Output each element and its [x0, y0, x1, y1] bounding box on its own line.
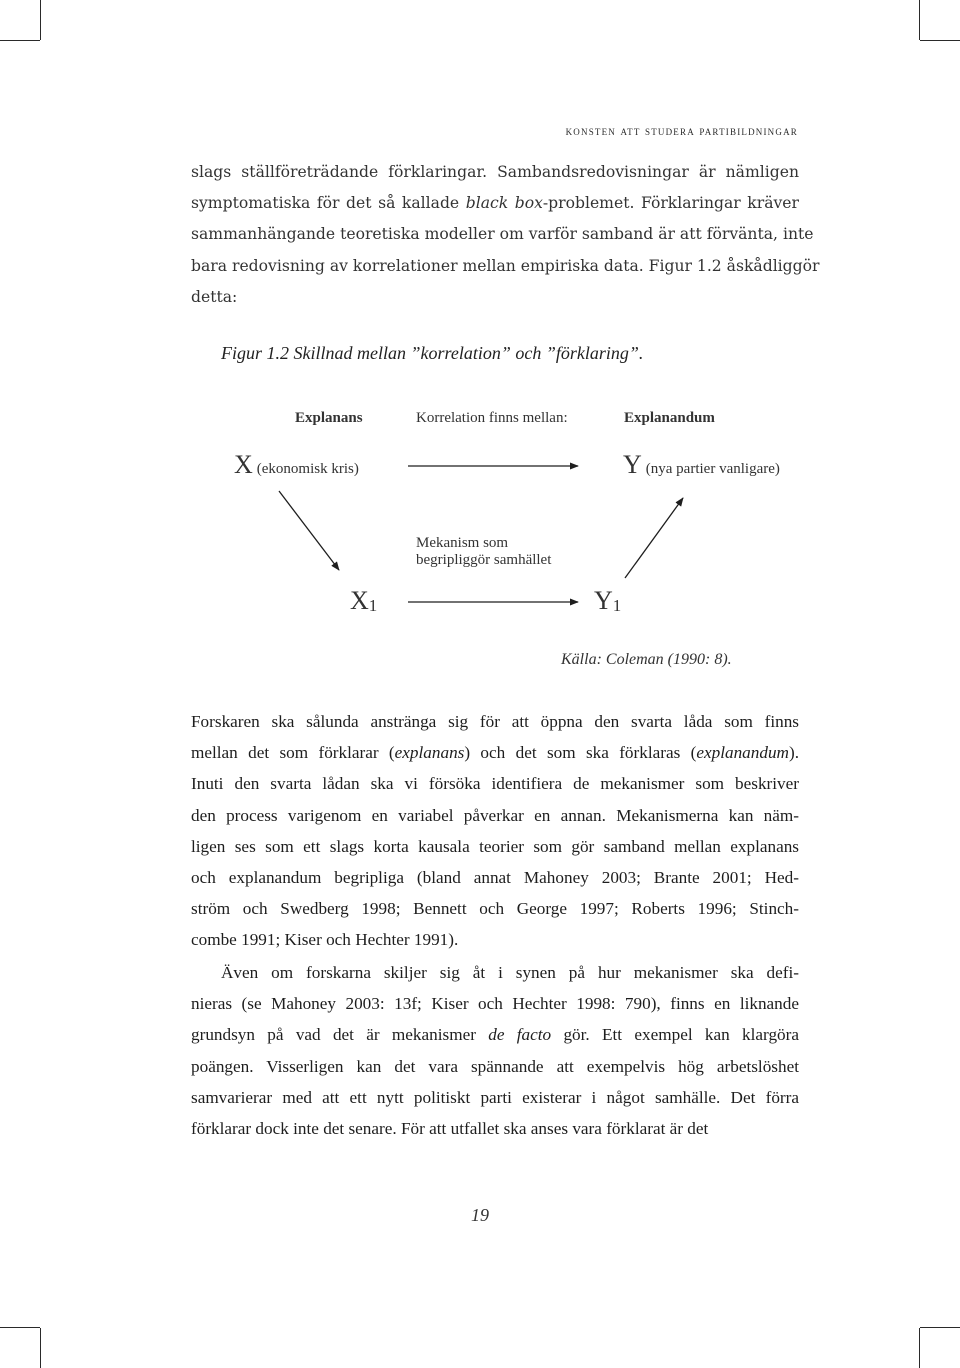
mechanism-label: [416, 535, 551, 569]
arrow-y1-to-y: [625, 498, 683, 578]
crop-mark: [920, 40, 960, 41]
text-run: förklarar dock inte det senare. För att utfallet ska anses vara förklarat är det: [191, 1119, 709, 1139]
text-line: [191, 282, 799, 313]
italic-text: explanans: [394, 743, 465, 763]
crop-mark: [920, 1327, 960, 1328]
node-x1-sub: 1: [368, 596, 378, 615]
text-line: [191, 862, 799, 893]
header-explanandum: Explanandum: [624, 410, 715, 426]
crop-mark: [0, 40, 40, 41]
crop-mark: [919, 0, 920, 40]
italic-text: black box: [465, 194, 543, 213]
italic-text: de facto: [488, 1025, 552, 1045]
running-head: konsten att studera partibildningar: [565, 123, 798, 138]
text-line: [191, 924, 799, 955]
text-run: grundsyn på vad det är mekanismer: [191, 1025, 489, 1045]
mechanism-line-1: Mekanism som: [416, 535, 509, 551]
text-line: [191, 1051, 799, 1082]
text-run: Inuti den svarta lådan ska vi försöka identifiera de mekanismer som beskriver: [191, 774, 799, 794]
text-run: gör. Ett exempel kan klargöra: [551, 1025, 799, 1045]
text-run: ).: [788, 743, 799, 763]
text-line: [191, 1019, 799, 1050]
node-x1-letter: X: [350, 586, 369, 615]
text-run: symptomatiska för det så kallade: [191, 194, 466, 213]
text-run: samvarierar med att ett nytt politiskt parti existerar i något samhälle. Det förra: [191, 1087, 799, 1107]
italic-text: explanandum: [696, 743, 789, 763]
text-line: [191, 768, 799, 799]
crop-mark: [919, 1328, 920, 1368]
text-line: [191, 251, 820, 282]
text-line: [191, 893, 799, 924]
text-run: bara redovisning av korrelationer mellan empiriska data. Figur 1.2 åskådliggör: [191, 256, 820, 275]
paragraph-1: [191, 157, 820, 313]
arrow-x-to-x1: [279, 491, 339, 570]
node-x: [234, 450, 359, 480]
text-line: [191, 188, 799, 219]
text-run: -problemet. Förklaringar kräver: [542, 194, 799, 213]
node-y1-letter: Y: [594, 586, 613, 615]
text-line: [191, 800, 799, 831]
text-run: poängen. Visserligen kan det vara spännande att exempelvis hög arbetslöshet: [191, 1056, 799, 1076]
figure-source: Källa: Coleman (1990: 8).: [561, 651, 732, 668]
node-y1-sub: 1: [612, 596, 622, 615]
node-y-letter: Y: [623, 450, 642, 479]
header-correlation: Korrelation finns mellan:: [416, 410, 568, 426]
text-line: [191, 737, 799, 768]
text-line: [191, 1082, 799, 1113]
text-run: detta:: [191, 287, 238, 306]
text-run: combe 1991; Kiser och Hechter 1991).: [191, 930, 459, 950]
page-number: 19: [471, 1205, 489, 1225]
crop-mark: [0, 1327, 40, 1328]
text-line: [191, 988, 799, 1019]
paragraph-2: [191, 706, 799, 956]
node-y1: [594, 586, 621, 616]
text-run: mellan det som förklarar (: [191, 743, 395, 763]
text-run: Även om forskarna skiljer sig åt i synen på hur mekanismer ska defi-: [221, 963, 799, 982]
text-line: [191, 157, 799, 188]
text-run: Forskaren ska sålunda anstränga sig för att öppna den svarta låda som finns: [191, 712, 799, 731]
node-x-letter: X: [234, 450, 253, 479]
text-line: [191, 957, 799, 988]
mechanism-line-2: begripliggör samhället: [416, 552, 552, 568]
figure-caption: Figur 1.2 Skillnad mellan ”korrelation” och ”förklaring”.: [221, 343, 644, 363]
text-line: [191, 706, 799, 737]
text-line: [191, 219, 814, 250]
node-x1: [350, 586, 377, 616]
text-run: nieras (se Mahoney 2003: 13f; Kiser och Hechter 1998: 790), finns en liknande: [191, 994, 799, 1014]
text-run: den process varigenom en variabel påverkar en annan. Mekanismerna kan näm-: [191, 805, 799, 825]
text-run: slags ställföreträdande förklaringar. Sambandsredovisningar är nämligen: [191, 163, 799, 181]
text-run: sammanhängande teoretiska modeller om varför samband är att förvänta, inte: [191, 225, 814, 244]
crop-mark: [40, 1328, 41, 1368]
text-line: [191, 1113, 799, 1144]
text-run: ) och det som ska förklaras (: [464, 743, 697, 763]
paragraph-3: [191, 957, 799, 1144]
text-run: och explanandum begripliga (bland annat Mahoney 2003; Brante 2001; Hed-: [191, 868, 799, 888]
text-run: ligen ses som ett slags korta kausala teorier som gör samband mellan explanans: [191, 836, 799, 856]
node-x-desc: (ekonomisk kris): [256, 461, 359, 477]
crop-mark: [40, 0, 41, 40]
text-line: [191, 831, 799, 862]
header-explanans: Explanans: [295, 410, 363, 426]
node-y-desc: (nya partier vanligare): [645, 461, 780, 477]
node-y: [623, 450, 780, 480]
text-run: ström och Swedberg 1998; Bennett och George 1997; Roberts 1996; Stinch-: [191, 899, 799, 919]
